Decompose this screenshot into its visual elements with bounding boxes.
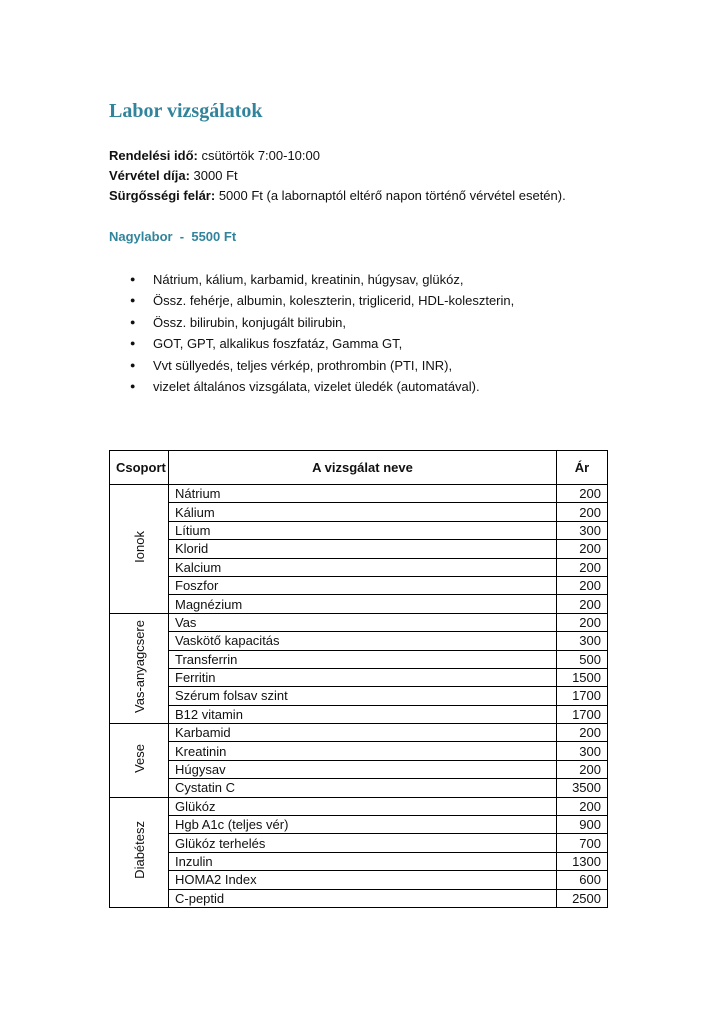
urgent-value: 5000 Ft (a labornaptól eltérő napon történő vérvétel esetén). <box>215 188 566 203</box>
page-title: Labor vizsgálatok <box>109 100 263 122</box>
test-name: Foszfor <box>169 576 557 594</box>
group-label: Vas-anyagcsere <box>131 619 147 713</box>
test-price: 200 <box>557 540 608 558</box>
header-name: A vizsgálat neve <box>169 451 557 485</box>
list-item: ● Össz. bilirubin, konjugált bilirubin, <box>130 312 514 333</box>
test-price: 1700 <box>557 687 608 705</box>
header-price: Ár <box>557 451 608 485</box>
test-name: Vas <box>169 613 557 631</box>
list-item: ● vizelet általános vizsgálata, vizelet üledék (automatával). <box>130 376 514 397</box>
table-row <box>110 687 608 705</box>
list-item: ● Vvt süllyedés, teljes vérkép, prothrombin (PTI, INR), <box>130 355 514 376</box>
test-name: Hgb A1c (teljes vér) <box>169 816 557 834</box>
group-cell-vese <box>110 724 169 798</box>
test-name: Kalcium <box>169 558 557 576</box>
test-name: Klorid <box>169 540 557 558</box>
table-row <box>110 797 608 815</box>
group-label: Ionok <box>131 530 147 563</box>
test-name: Glükóz terhelés <box>169 834 557 852</box>
test-price: 200 <box>557 485 608 503</box>
price-table <box>109 450 608 908</box>
table-row <box>110 540 608 558</box>
table-row <box>110 871 608 889</box>
test-price: 200 <box>557 760 608 778</box>
test-price: 300 <box>557 632 608 650</box>
table-row <box>110 724 608 742</box>
test-name: Inzulin <box>169 852 557 870</box>
table-row <box>110 760 608 778</box>
clinic-info <box>109 146 566 206</box>
test-price: 1700 <box>557 705 608 723</box>
hours-value: csütörtök 7:00-10:00 <box>197 148 320 163</box>
list-item: ● Össz. fehérje, albumin, koleszterin, triglicerid, HDL-koleszterin, <box>130 290 514 311</box>
fee-label: Vérvétel díja: <box>109 168 190 183</box>
hours-label: Rendelési idő: <box>109 148 198 163</box>
test-name: Kálium <box>169 503 557 521</box>
table-row <box>110 742 608 760</box>
table-row <box>110 834 608 852</box>
test-price: 2500 <box>557 889 608 907</box>
test-price: 900 <box>557 816 608 834</box>
test-name: Szérum folsav szint <box>169 687 557 705</box>
table-row <box>110 632 608 650</box>
table-row <box>110 705 608 723</box>
group-label: Vese <box>131 743 147 773</box>
group-label: Diabétesz <box>131 821 147 880</box>
table-row <box>110 816 608 834</box>
test-name: Ferritin <box>169 668 557 686</box>
group-cell-diabetesz <box>110 797 169 907</box>
test-name: HOMA2 Index <box>169 871 557 889</box>
test-name: Magnézium <box>169 595 557 613</box>
table-row <box>110 779 608 797</box>
test-name: Glükóz <box>169 797 557 815</box>
test-price: 200 <box>557 558 608 576</box>
test-price: 300 <box>557 521 608 539</box>
test-price: 200 <box>557 503 608 521</box>
table-row <box>110 613 608 631</box>
test-price: 500 <box>557 650 608 668</box>
fee-row <box>109 166 566 186</box>
test-price: 3500 <box>557 779 608 797</box>
test-name: Transferrin <box>169 650 557 668</box>
test-name: Cystatin C <box>169 779 557 797</box>
list-item: ● Nátrium, kálium, karbamid, kreatinin, húgysav, glükóz, <box>130 269 514 290</box>
test-name: Húgysav <box>169 760 557 778</box>
test-price: 200 <box>557 797 608 815</box>
header-group: Csoport <box>110 451 169 485</box>
test-price: 200 <box>557 595 608 613</box>
list-item: ● GOT, GPT, alkalikus foszfatáz, Gamma GT, <box>130 333 514 354</box>
test-name: Vaskötő kapacitás <box>169 632 557 650</box>
test-price: 200 <box>557 724 608 742</box>
test-price: 600 <box>557 871 608 889</box>
test-price: 1500 <box>557 668 608 686</box>
urgent-label: Sürgősségi felár: <box>109 188 216 203</box>
nagylabor-list <box>130 269 514 397</box>
table-row <box>110 595 608 613</box>
table-row <box>110 576 608 594</box>
hours-row <box>109 146 566 166</box>
table-row <box>110 521 608 539</box>
table-row <box>110 558 608 576</box>
group-cell-vas-anyagcsere <box>110 613 169 723</box>
test-price: 700 <box>557 834 608 852</box>
test-price: 1300 <box>557 852 608 870</box>
table-row <box>110 668 608 686</box>
table-row <box>110 852 608 870</box>
table-header-row <box>110 451 608 485</box>
test-name: Kreatinin <box>169 742 557 760</box>
test-price: 300 <box>557 742 608 760</box>
test-name: Lítium <box>169 521 557 539</box>
table-row <box>110 503 608 521</box>
table-row <box>110 889 608 907</box>
test-name: B12 vitamin <box>169 705 557 723</box>
test-price: 200 <box>557 613 608 631</box>
fee-value: 3000 Ft <box>189 168 238 183</box>
table-row <box>110 485 608 503</box>
table-row <box>110 650 608 668</box>
test-name: C-peptid <box>169 889 557 907</box>
test-name: Karbamid <box>169 724 557 742</box>
urgent-row <box>109 186 566 206</box>
group-cell-ionok <box>110 485 169 614</box>
nagylabor-heading: Nagylabor - 5500 Ft <box>109 229 237 244</box>
test-price: 200 <box>557 576 608 594</box>
test-name: Nátrium <box>169 485 557 503</box>
